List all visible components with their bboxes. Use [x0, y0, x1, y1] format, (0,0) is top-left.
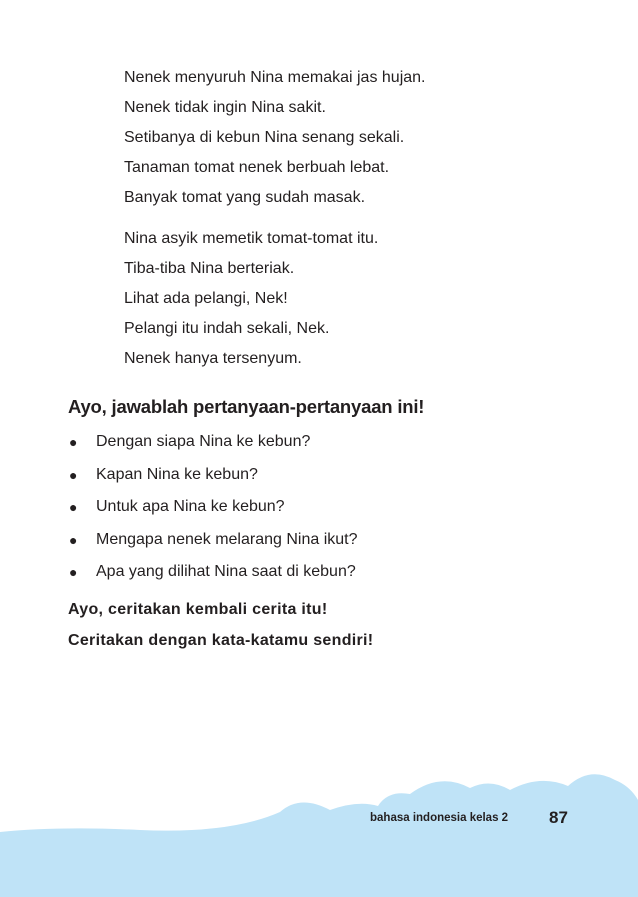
retell-line-1: Ayo, ceritakan kembali cerita itu! [68, 601, 328, 618]
story-line: Tiba-tiba Nina berteriak. [124, 260, 295, 277]
question-text: Mengapa nenek melarang Nina ikut? [96, 530, 358, 548]
question-text: Kapan Nina ke kebun? [96, 465, 258, 483]
question-item [68, 560, 588, 593]
cloud-footer-decoration [0, 760, 638, 897]
cloud-shape [0, 774, 638, 897]
stanza-gap [124, 216, 604, 227]
story-line: Nenek menyuruh Nina memakai jas hujan. [124, 69, 426, 86]
exercise-heading: Ayo, jawablah pertanyaan-pertanyaan ini! [68, 396, 425, 417]
story-line: Nenek tidak ingin Nina sakit. [124, 99, 326, 116]
question-list [68, 430, 588, 593]
book-title: bahasa indonesia kelas 2 [370, 812, 509, 824]
story-line: Tanaman tomat nenek berbuah lebat. [124, 159, 390, 176]
bullet-icon: ● [69, 531, 78, 548]
question-text: Untuk apa Nina ke kebun? [96, 498, 285, 515]
question-item [68, 528, 588, 561]
bullet-icon: ● [69, 434, 78, 450]
story-line: Nina asyik memetik tomat-tomat itu. [124, 230, 379, 247]
retell-instructions [68, 598, 373, 660]
question-text: Apa yang dilihat Nina saat di kebun? [96, 563, 356, 580]
retell-line-2: Ceritakan dengan kata-katamu sendiri! [68, 632, 374, 649]
question-item [68, 430, 588, 463]
story-line: Banyak tomat yang sudah masak. [124, 189, 366, 206]
story-line: Pelangi itu indah sekali, Nek. [124, 320, 330, 337]
story-line: Nenek hanya tersenyum. [124, 350, 302, 367]
question-text: Dengan siapa Nina ke kebun? [96, 433, 311, 450]
story-line: Lihat ada pelangi, Nek! [124, 290, 288, 307]
story-line: Setibanya di kebun Nina senang sekali. [124, 129, 405, 146]
bullet-icon: ● [69, 564, 78, 580]
bullet-icon: ● [69, 499, 78, 515]
story-text [124, 66, 604, 377]
question-item [68, 495, 588, 528]
page-number: 87 [549, 808, 568, 827]
bullet-icon: ● [69, 466, 78, 483]
question-item [68, 463, 588, 496]
